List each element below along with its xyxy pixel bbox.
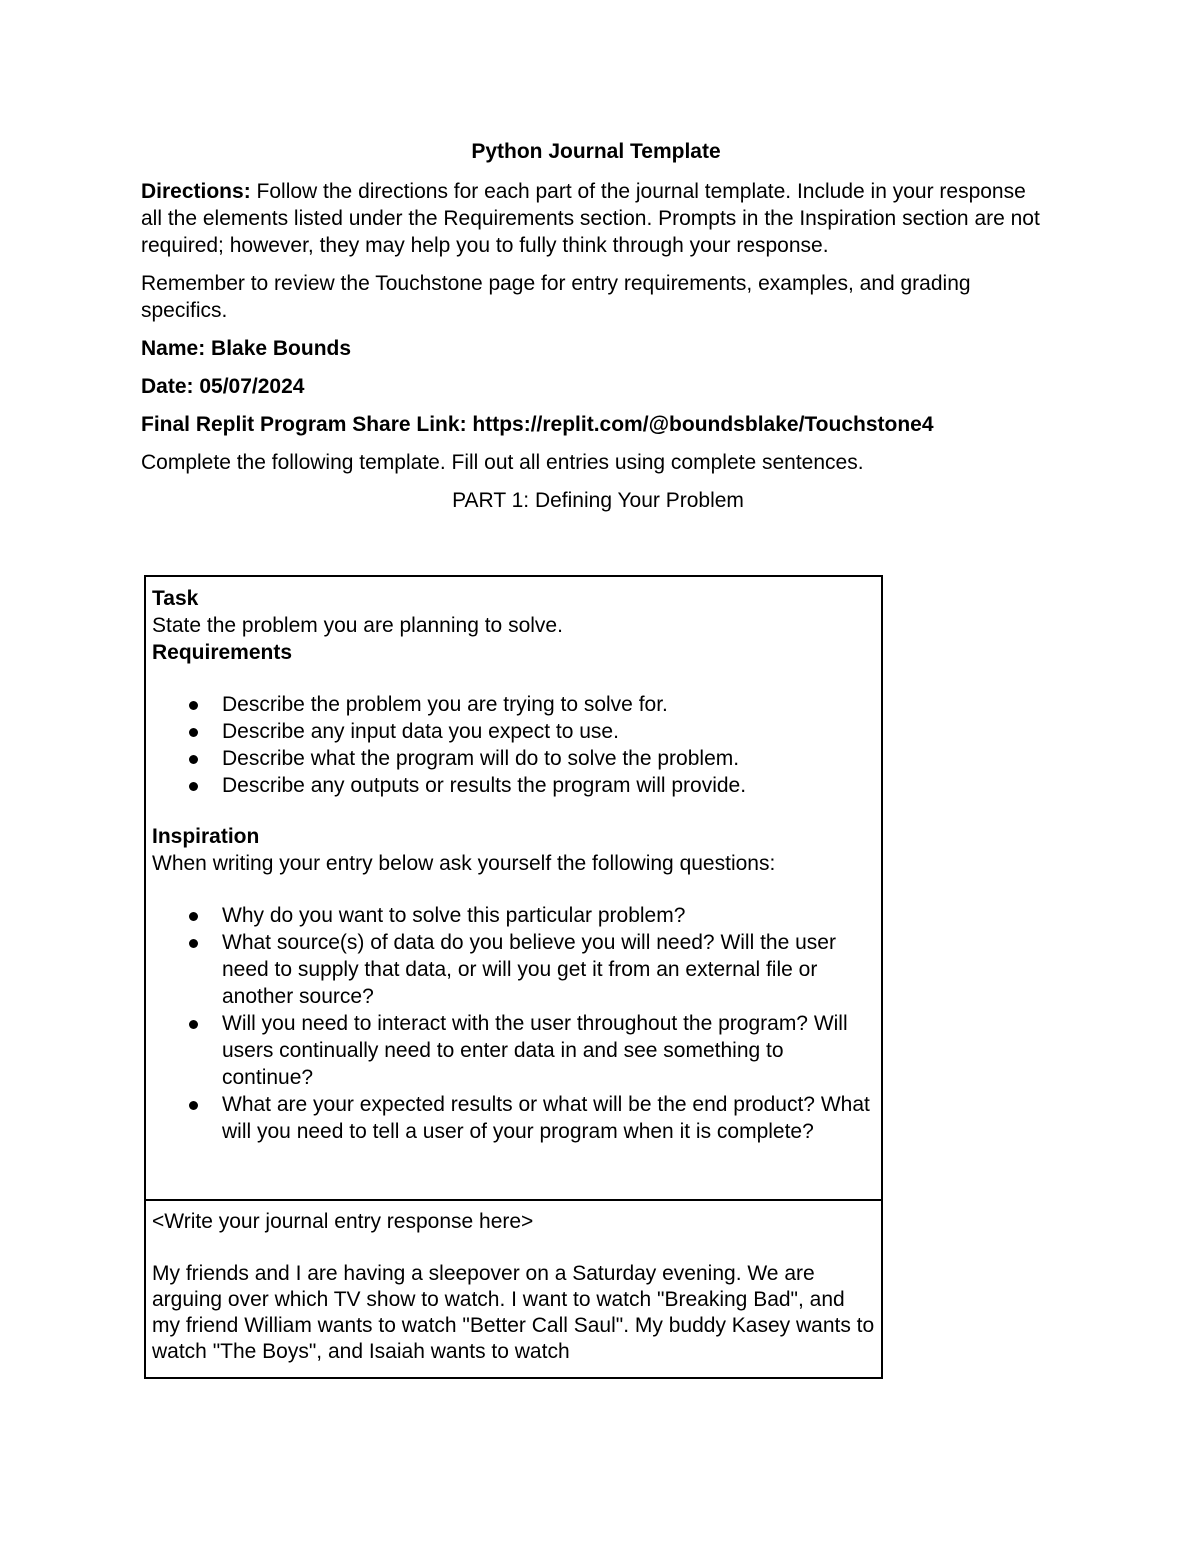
inspiration-label: Inspiration (152, 825, 260, 848)
directions-label: Directions: (141, 180, 251, 203)
response-row (145, 1200, 882, 1378)
list-item: What source(s) of data do you believe you will need? Will the user need to supply that data, or will you get it from an external file or another source? (222, 929, 875, 1010)
prompt-cell (145, 576, 882, 1200)
inspiration-list (152, 902, 875, 1145)
bullet-icon (189, 701, 198, 710)
list-item: What are your expected results or what will be the end product? What will you need to tell a user of your program when it is complete? (222, 1091, 875, 1145)
bullet-icon (189, 1020, 198, 1029)
journal-table (144, 575, 883, 1379)
part-heading: PART 1: Defining Your Problem (452, 489, 744, 512)
bullet-icon (189, 728, 198, 737)
requirements-list (152, 691, 875, 799)
list-item: Describe any outputs or results the program will provide. (222, 772, 875, 799)
document-page (141, 140, 1041, 530)
bullet-icon (189, 755, 198, 764)
bullet-icon (189, 939, 198, 948)
inspiration-intro: When writing your entry below ask yourself the following questions: (152, 852, 776, 875)
list-item: Describe what the program will do to solve the problem. (222, 745, 875, 772)
response-placeholder: <Write your journal entry response here> (152, 1210, 534, 1233)
bullet-icon (189, 1101, 198, 1110)
list-item: Describe the problem you are trying to solve for. (222, 691, 875, 718)
date-line: Date: 05/07/2024 (141, 375, 305, 398)
response-text: My friends and I are having a sleepover on a Saturday evening. We are arguing over which TV show to watch. I want to watch "Breaking Bad", and my friend William wants to watch "Better Call Saul". My buddy Kasey wants to watch "The Boys", and Isaiah wants to watch (152, 1262, 875, 1363)
instructions-paragraph: Complete the following template. Fill out all entries using complete sentences. (141, 451, 864, 474)
reminder-paragraph: Remember to review the Touchstone page for entry requirements, examples, and grading specifics. (141, 272, 971, 322)
bullet-icon (189, 782, 198, 791)
requirements-label: Requirements (152, 641, 293, 664)
list-item: Will you need to interact with the user throughout the program? Will users continually need to enter data in and see something to continue? (222, 1010, 875, 1091)
share-link-line: Final Replit Program Share Link: https://replit.com/@boundsblake/Touchstone4 (141, 413, 934, 436)
name-line: Name: Blake Bounds (141, 337, 352, 360)
document-title: Python Journal Template (471, 140, 721, 163)
task-text: State the problem you are planning to solve. (152, 614, 563, 637)
response-spacer (152, 1235, 875, 1261)
bullet-icon (189, 912, 198, 921)
list-item: Describe any input data you expect to use. (222, 718, 875, 745)
prompt-row (145, 576, 882, 1200)
task-label: Task (152, 587, 199, 610)
list-item: Why do you want to solve this particular problem? (222, 902, 875, 929)
directions-text: Follow the directions for each part of the journal template. Include in your response all the elements listed under the Requirements section. Prompts in the Inspiration section are not required; however, they may help you to fully think through your response. (141, 180, 1040, 257)
directions-paragraph (141, 178, 1041, 259)
response-cell[interactable] (145, 1200, 882, 1378)
